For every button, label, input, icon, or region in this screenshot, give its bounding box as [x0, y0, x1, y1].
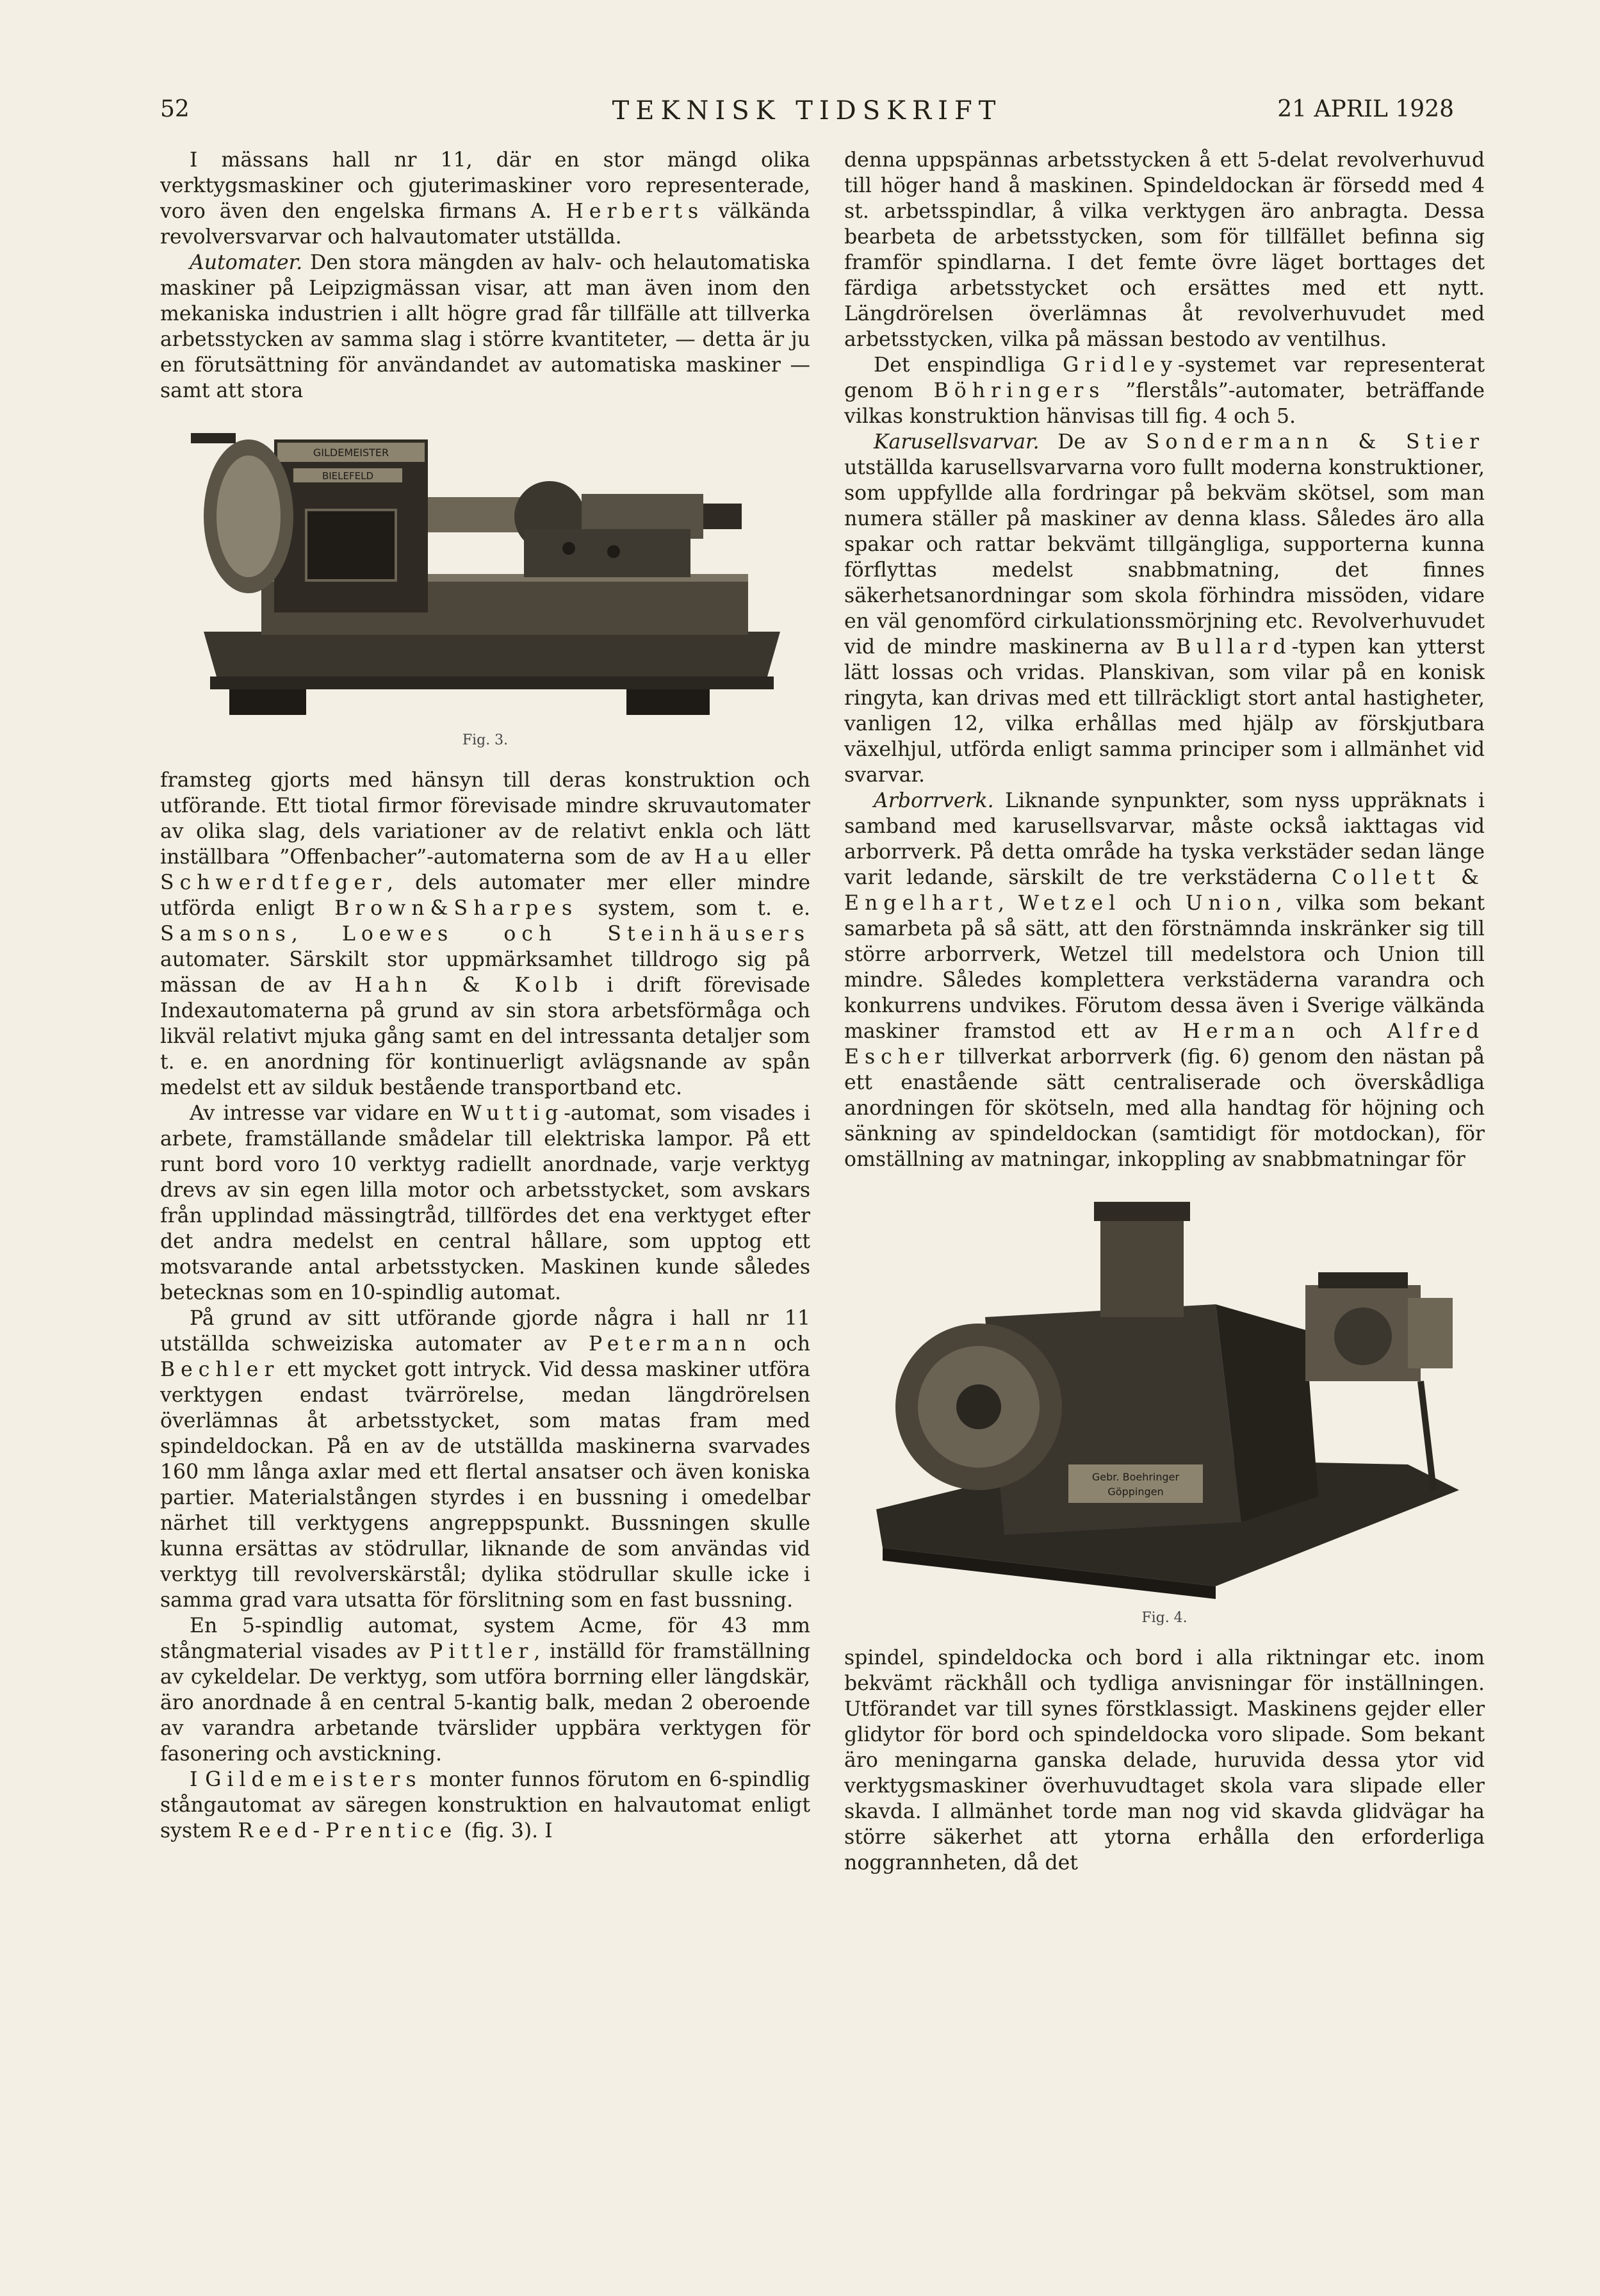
fig3-plate-text-2: BIELEFELD: [322, 470, 373, 482]
paragraph: Det enspindliga Gridley-systemet var representerat genom Böhringers ”flerståls”-automater, beträffande vilkas konstruktion hänvisas till fig. 4 och 5.: [844, 354, 1485, 428]
left-column: [160, 147, 810, 1844]
fig4-machine-photo: [857, 1189, 1472, 1599]
fig4-plate-text: Gebr. Boehringer: [1091, 1471, 1180, 1483]
fig4-plate-text-2: Göppingen: [1107, 1486, 1164, 1498]
section-heading: Arborrverk.: [874, 789, 994, 812]
paragraph: denna uppspännas arbetsstycken å ett 5-delat revolverhuvud till höger hand å maskinen. Spindeldockan är försedd med 4 st. arbetsspindlar, å vilka verktygen äro anbragta. Dessa bearbeta de arbetsstycken, som för tillfället befinna sig framför spindlarna. I det femte övre läget borttages det färdiga arbetsstycket och ersättes med ett nytt. Längdrörelsen överlämnas åt revolverhuvudet med arbetsstycken, vilka på mässan bestodo av ventilhus.: [844, 149, 1485, 351]
paragraph: Av intresse var vidare en Wuttig-automat, som visades i arbete, framställande smådelar till elektriska lampor. På ett runt bord voro 10 verktyg radiellt anordnade, varje verktyg drevs av sin egen lilla motor och arbetsstycket, som avskars från upplindad mässingtråd, tillfördes det ena verktyget efter det andra medelst en central hållare, som upptog ett motsvarande antal arbetsstycken. Maskinen kunde således betecknas som en 10-spindlig automat.: [160, 1102, 810, 1304]
figure-3: [160, 420, 810, 753]
paragraph: I mässans hall nr 11, där en stor mängd olika verktygsmaskiner och gjuterimaskiner voro representerade, voro även den engelska firmans A. Herberts välkända revolversvarvar och halvautomater utställda.: [160, 149, 810, 249]
section-heading: Automater.: [190, 251, 303, 274]
name-herbert: Herberts: [566, 200, 705, 223]
paragraph: Automater. Den stora mängden av halv- och helautomatiska maskiner på Leipzigmässan visar, att man även inom den mekaniska industrien i allt högre grad får tillfälle att tillverka arbetsstycken av samma slag i större kvantiteter, — detta är ju en förutsättning för användandet av automatiska maskiner — samt att stora: [160, 251, 811, 402]
section-heading: Karusellsvarvar.: [874, 430, 1040, 454]
paragraph: Karusellsvarvar. De av Sondermann & Stier utställda karusellsvarvarna voro fullt moderna konstruktioner, som uppfyllde alla fordringar på bekväm skötsel, som man numera ställer på maskiner av denna klass. Således äro alla spakar och rattar bekvämt tillgängliga, supporterna kunna förflyttas medelst snabbmatning, det finnes säkerhetsanordningar som skola förhindra missöden, vidare en väl genomförd cirkulationssmörjning etc. Revolverhuvudet vid de mindre maskinerna av Bullard-typen kan ytterst lätt lossas och vridas. Planskivan, som vilar på en konisk ringyta, kan drivas med ett tillräckligt stort antal hastigheter, vanligen 12, vilka erhållas med hjälp av förskjutbara växelhjul, utförda enligt samma principer som i allmänhet vid svarvar.: [844, 430, 1485, 787]
paragraph: framsteg gjorts med hänsyn till deras konstruktion och utförande. Ett tiotal firmor förevisade mindre skruvautomater av olika slag, dels variationer av de relativt enkla och lätt inställbara ”Offenbacher”-automaterna som de av Hau eller Schwerdtfeger, dels automater mer eller mindre utförda enligt Brown&Sharpes system, som t. e. Samsons, Loewes och Steinhäusers automater. Särskilt stor uppmärksamhet tilldrogo sig på mässan de av Hahn & Kolb i drift förevisade Indexautomaterna på grund av sin stora arbetsförmåga och likväl relativt mjuka gång samt en del intressanta detaljer som t. e. en anordning för kontinuerligt avlägsnande av spån medelst ett av silduk bestående transportband etc.: [160, 769, 811, 1099]
paragraph: spindel, spindeldocka och bord i alla riktningar etc. inom bekvämt räckhåll och tydliga anvisningar för inställningen. Utförandet var till synes förstklassigt. Maskinens gejder eller glidytor för bord och spindeldocka voro slipade. Som bekant äro meningarna ganska delade, huruvida dessa ytor vid verktygsmaskiner överhuvudtaget skola vara slipade eller skavda. I allmänhet torde man nog vid skavda glidvägar ha större säkerhet att ytorna erhålla den erforderliga noggrannheten, då det: [844, 1646, 1485, 1874]
fig3-machine-photo: [165, 420, 806, 721]
issue-date: 21 APRIL 1928: [1277, 96, 1454, 122]
journal-title: TEKNISK TIDSKRIFT: [612, 96, 1002, 126]
paragraph: På grund av sitt utförande gjorde några i hall nr 11 utställda schweiziska automater av Petermann och Bechler ett mycket gott intryck. Vid dessa maskiner utföra verktygen endast tvärrörelse, medan längdrörelsen överlämnas åt arbetsstycket, som matas fram med spindeldockan. På en av de utställda maskinerna svarvades 160 mm långa axlar med ett flertal ansatser och även koniska partier. Materialstången styrdes i en bussning i omedelbar närhet till verktygens angreppspunkt. Bussningen skulle kunna ersättas av stödrullar, liknande de som användas vid verktyg till revolverskärstål; dylika stödrullar skulle icke i samma grad vara utsatta för förslitning som en fast bussning.: [160, 1307, 811, 1612]
paragraph: Arborrverk. Liknande synpunkter, som nyss uppräknats i samband med karusellsvarvar, måste också iakttagas vid arborrverk. På detta område ha tyska verkstäder sedan länge varit ledande, särskilt de tre verkstäderna Collett & Engelhart, Wetzel och Union, vilka som bekant samarbeta på så sätt, att den förstnämnda inskränker sig till större arborrverk, Wetzel till medelstora och Union till mindre. Således kompletterа verkstäderna varandra och konkurrens undvikes. Förutom dessa även i Sverige välkända maskiner framstod ett av Herman och Alfred Escher tillverkat arborrverk (fig. 6) genom den nästan på ett enastående sätt centraliserade och överskådliga anordningen för skötseln, med alla handtag för höjning och sänkning av spindeldockan (samtidigt för motdockan), för omställning av matningar, inkoppling av snabbmatningar för: [844, 789, 1485, 1171]
figure-caption: Fig. 4.: [1141, 1610, 1188, 1626]
page-number: 52: [160, 96, 190, 122]
page-header: [160, 96, 1454, 141]
paragraph: I Gildemeisters monter funnos förutom en 6-spindlig stångautomat av säregen konstruktion en halvautomat enligt system Reed-Prentice (fig. 3). I: [160, 1768, 810, 1842]
figure-caption: Fig. 3.: [462, 732, 509, 748]
fig3-plate-text: GILDEMEISTER: [313, 447, 389, 459]
figure-4: [844, 1189, 1485, 1631]
right-column: [844, 147, 1485, 1876]
paragraph: En 5-spindlig automat, system Acme, för 43 mm stångmaterial visades av Pittler, inställd för framställning av cykeldelar. De verktyg, som utföra borrning eller längdskär, äro anordnade å en central 5-kantig balk, medan 2 oberoende av varandra arbetande tvärslider uppbära verktygen för fasonering och avstickning.: [160, 1614, 810, 1766]
